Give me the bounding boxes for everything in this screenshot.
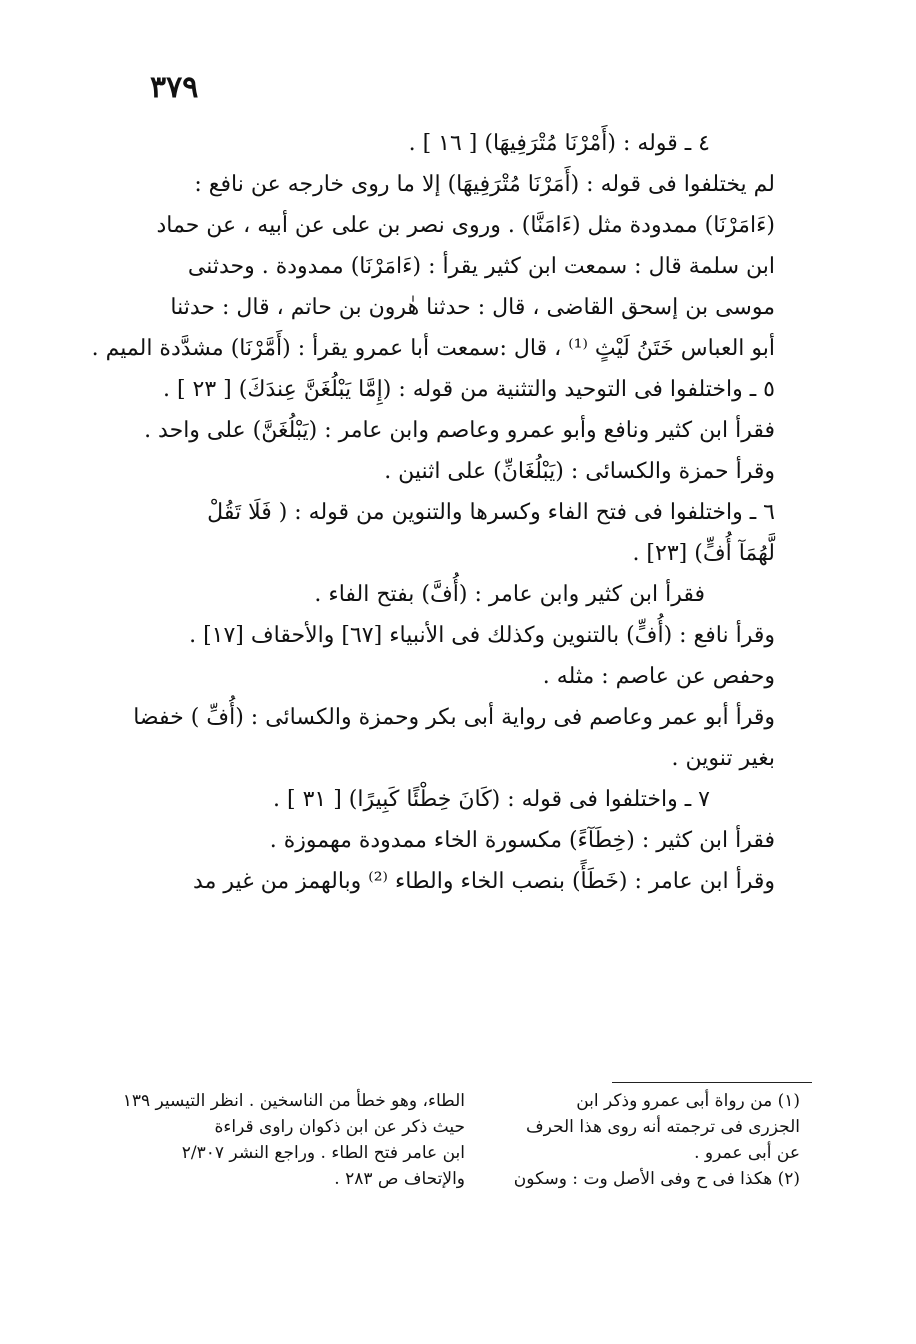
footnote-line: الجزرى فى ترجمته أنه روى هذا الحرف [526,1117,800,1137]
text-line: ٦ ـ واختلفوا فى فتح الفاء وكسرها والتنوين من قوله : ( فَلَا تَقُلْ [207,500,775,525]
text-line: ٧ ـ واختلفوا فى قوله : (كَانَ خِطْئًا كَبِيرًا) [ ٣١ ] . [273,787,710,812]
text-line: وقرأ نافع : (أُفٍّ) بالتنوين وكذلك فى الأنبياء [٦٧] والأحقاف [١٧] . [189,623,775,648]
text-line: أبو العباس خَتَنُ لَيْثٍ ⁽¹⁾ ، قال :سمعت أبا عمرو يقرأ : (أَمَّرْنَا) مشدَّدة الميم . [91,336,775,361]
text-line: وقرأ أبو عمر وعاصم فى رواية أبى بكر وحمزة والكسائى : (أُفِّ ) خفضا [133,705,775,730]
footnote-line: ابن عامر فتح الطاء . وراجع النشر ٢/٣٠٧ [181,1143,465,1163]
text-line: فقرأ ابن كثير : (خِطَآءً) مكسورة الخاء ممدودة مهموزة . [269,828,775,853]
text-line: بغير تنوين . [671,746,775,771]
footnote-line: حيث ذكر عن ابن ذكوان راوى قراءة [214,1117,465,1137]
text-line: وقرأ ابن عامر : (خَطَأً) بنصب الخاء والطاء ⁽²⁾ وبالهمز من غير مد [193,869,775,894]
text-line: ابن سلمة قال : سمعت ابن كثير يقرأ : (ءَامَرْنَا) ممدودة . وحدثنى [187,254,775,279]
footnote-line: الطاء، وهو خطأ من الناسخين . انظر التيسير ١٣٩ [122,1091,465,1111]
text-line: وحفص عن عاصم : مثله . [542,664,775,689]
text-line: لم يختلفوا فى قوله : (أَمَرْنَا مُتْرَفِيهَا) إلا ما روى خارجه عن نافع : [194,172,775,197]
text-line: (ءَامَرْنَا) ممدودة مثل (ءَامَنَّا) . وروى نصر بن على عن أبيه ، عن حماد [156,213,775,238]
text-line: لَّهُمَآ أُفٍّ) [٢٣] . [632,541,775,566]
footnote-line: عن أبى عمرو . [694,1143,800,1163]
text-line: ٤ ـ قوله : (أَمْرْنَا مُتْرَفِيهَا) [ ١٦ ] . [408,131,710,156]
text-line: وقرأ حمزة والكسائى : (يَبْلُغَانِّ) على اثنين . [384,459,775,484]
footnotes-right-column [500,1088,800,1192]
footnote-line: (٢) هكذا فى ح وفى الأصل وت : وسكون [513,1169,800,1189]
main-text [91,123,775,902]
text-line: ٥ ـ واختلفوا فى التوحيد والتثنية من قوله : (إِمَّا يَبْلُغَنَّ عِندَكَ) [ ٢٣ ] . [162,377,775,402]
footnote-line: والإتحاف ص ٢٨٣ . [334,1169,465,1189]
footnotes-left-column [122,1088,465,1192]
footnote-divider [612,1082,812,1083]
text-line: فقرأ ابن كثير وابن عامر : (أُفَّ) بفتح الفاء . [314,582,705,607]
text-line: موسى بن إسحق القاضى ، قال : حدثنا هٰرون بن حاتم ، قال : حدثنا [170,295,775,320]
page-number: ٣٧٩ [150,70,199,105]
footnote-line: (١) من رواة أبى عمرو وذكر ابن [576,1091,800,1111]
text-line: فقرأ ابن كثير ونافع وأبو عمرو وعاصم وابن عامر : (يَبْلُغَنَّ) على واحد . [144,418,775,443]
